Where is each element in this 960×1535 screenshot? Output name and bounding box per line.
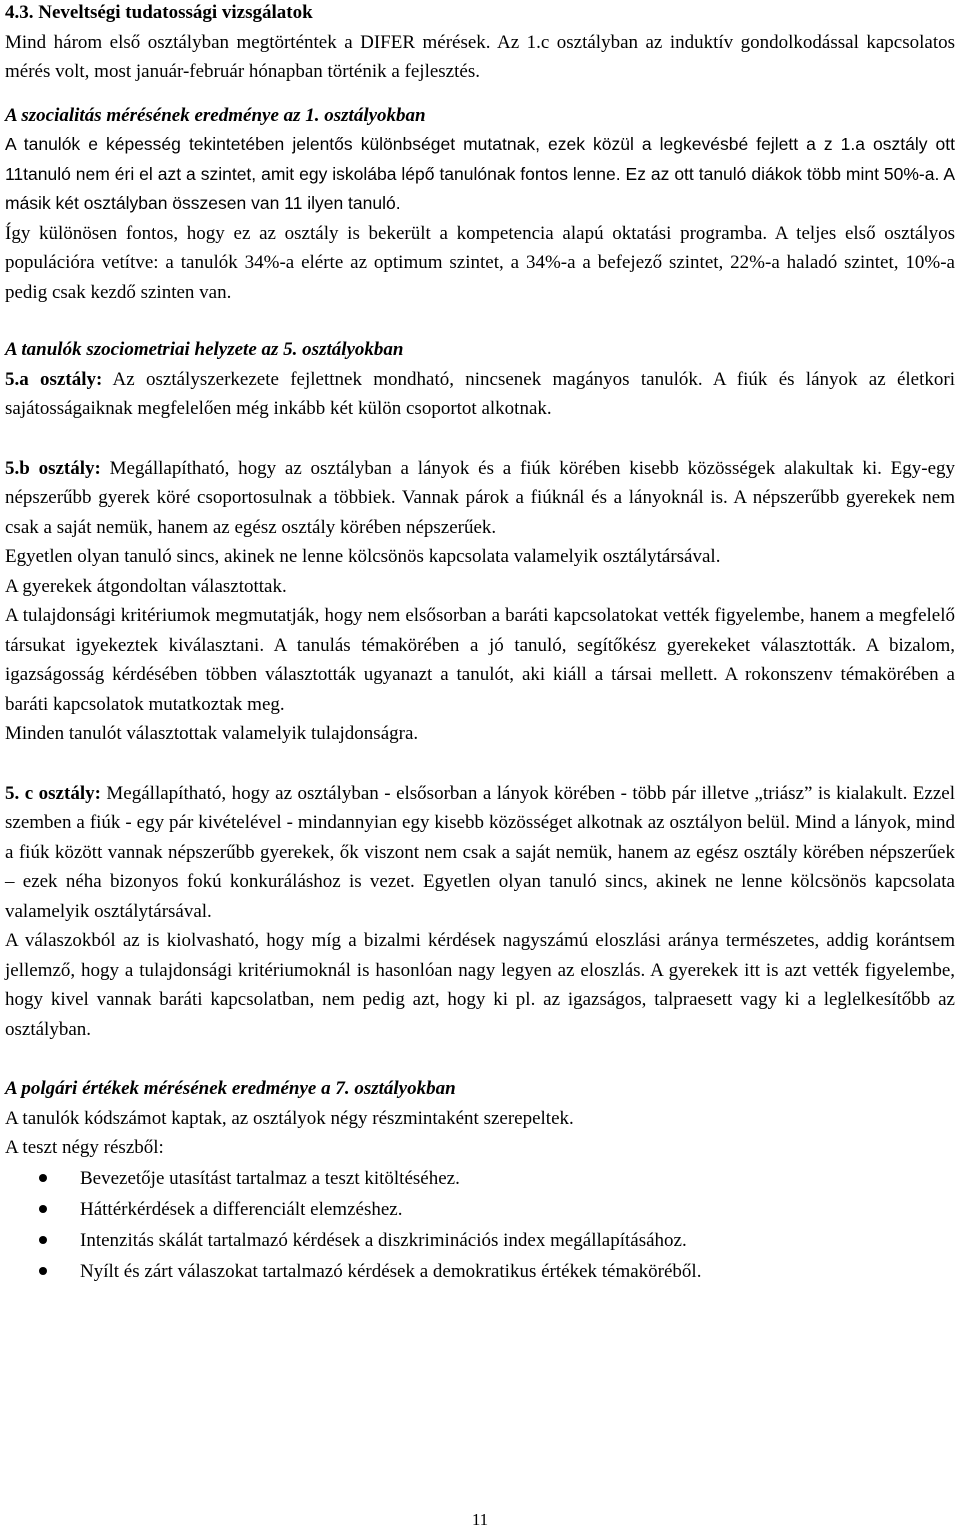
socializacio-heading: A szocialitás mérésének eredménye az 1. osztályokban — [5, 104, 426, 126]
spacer — [5, 87, 955, 101]
bullet-icon — [39, 1267, 47, 1275]
class-5b-paragraph — [5, 454, 955, 543]
bullet-icon — [39, 1174, 47, 1182]
polgari-heading: A polgári értékek mérésének eredménye a 7. osztályokban — [5, 1078, 456, 1099]
list-item — [5, 1225, 955, 1256]
list-item-text: Bevezetője utasítást tartalmaz a teszt kitöltéséhez. — [80, 1167, 460, 1189]
spacer — [5, 749, 955, 779]
class-5b-text: Megállapítható, hogy az osztályban a lányok és a fiúk körében kisebb közösségek alakultak ki. Egy-egy népszerűbb gyerek köré csoportosulnak a többiek. Vannak párok a fiúknál és a lányoknál is. A népszerűbb gyerekek nem csak a saját nemük, hanem az egész osztály körében népszerűek. — [5, 457, 955, 538]
class-5c-text: Megállapítható, hogy az osztályban - elsősorban a lányok körében - több pár illetve „triász” is kialakult. Ezzel szemben a fiúk - egy pár kivételével - mindannyian egy kisebb közösséget alkotnak az osztályon belül. Mind a lányok, mind a fiúk között vannak népszerűbb gyerekek, ők viszont nem csak a saját nemük, hanem az egész osztály körében népszerűek – ezek néha bizonyos fokú konkuráláshoz is vezet. Egyetlen olyan tanuló sincs, akinek ne lenne kölcsönös kapcsolata valamelyik osztálytársával. — [5, 782, 955, 922]
list-item — [5, 1163, 955, 1194]
document-page — [5, 0, 955, 1287]
class-5c-paragraph — [5, 779, 955, 927]
spacer — [5, 1044, 955, 1074]
list-item-text: Nyílt és zárt válaszokat tartalmazó kérdések a demokratikus értékek témaköréből. — [80, 1260, 702, 1282]
bullet-icon — [39, 1205, 47, 1213]
bullet-icon — [39, 1236, 47, 1244]
list-item — [5, 1256, 955, 1287]
socializacio-paragraph-sans: A tanulók e képesség tekintetében jelentős különbséget mutatnak, ezek közül a legkevésbé fejlett a z 1.a osztály ott 11tanuló nem éri el azt a szintet, amit egy iskolába lépő tanulónak fontos lenne. Ez az ott tanuló diákok több mint 50%-a. A másik két osztályban összesen van 11 ilyen tanuló. — [5, 134, 955, 213]
socializacio-paragraph-serif: Így különösen fontos, hogy ez az osztály is bekerült a kompetencia alapú oktatási programba. A teljes első osztályos populációra vetítve: a tanulók 34%-a elérte az optimum szintet, a 34%-a a befejező szintet, 22%-a haladó szintet, 10%-a pedig csak kezdő szinten van. — [5, 222, 955, 303]
class-5b-paragraph-5: Minden tanulót választottak valamelyik tulajdonságra. — [5, 723, 419, 744]
class-5c-paragraph-2: A válaszokból az is kiolvasható, hogy míg a bizalmi kérdések nagyszámú eloszlási aránya természetes, addig korántsem jellemző, hogy a tulajdonsági kritériumoknál is hasonlóan nagy legyen az eloszlás. A gyerekek itt is azt vették figyelembe, hogy kivel vannak baráti kapcsolatban, nem pedig azt, hogy ki pl. az igazságos, talpraesett vagy ki a leglelkesítőbb az osztályban. — [5, 930, 955, 1040]
class-5b-label: 5.b osztály: — [5, 457, 101, 479]
class-5a-paragraph — [5, 365, 955, 424]
polgari-paragraph-1: A tanulók kódszámot kaptak, az osztályok négy részmintaként szerepeltek. — [5, 1107, 574, 1129]
list-item — [5, 1194, 955, 1225]
szociometria-heading: A tanulók szociometriai helyzete az 5. osztályokban — [5, 339, 404, 360]
class-5a-label: 5.a osztály: — [5, 368, 103, 390]
class-5b-paragraph-2: Egyetlen olyan tanuló sincs, akinek ne lenne kölcsönös kapcsolata valamelyik osztálytársával. — [5, 546, 721, 567]
polgari-paragraph-2: A teszt négy részből: — [5, 1137, 164, 1158]
class-5b-paragraph-4: A tulajdonsági kritériumok megmutatják, hogy nem elsősorban a baráti kapcsolatokat vették figyelembe, hanem a megfelelő társukat igyekeztek kiválasztani. A tanulás témakörében a jó tanuló, segítőkész gyerekeket választották. A bizalom, igazságosság kérdésében többen választották ugyanazt a tanulót, aki kiáll a társai mellett. A rokonszenv témakörében a baráti kapcsolatok mutatkoztak meg. — [5, 605, 955, 715]
class-5b-paragraph-3: A gyerekek átgondoltan választottak. — [5, 575, 287, 597]
section-intro: Mind három első osztályban megtörténtek a DIFER mérések. Az 1.c osztályban az induktív gondolkodással kapcsolatos mérés volt, most január-február hónapban történik a fejlesztés. — [5, 31, 955, 82]
class-5c-label: 5. c osztály: — [5, 782, 101, 804]
class-5a-text: Az osztályszerkezete fejlettnek mondható, nincsenek magányos tanulók. A fiúk és lányok az életkori sajátosságaiknak megfelelően még inkább két külön csoportot alkotnak. — [5, 368, 955, 419]
list-item-text: Intenzitás skálát tartalmazó kérdések a diszkriminációs index megállapításához. — [80, 1229, 687, 1251]
spacer — [5, 307, 955, 335]
page-number: 11 — [471, 1510, 489, 1529]
section-title: 4.3. Neveltségi tudatossági vizsgálatok — [5, 2, 313, 23]
list-item-text: Háttérkérdések a differenciált elemzéshez. — [80, 1198, 403, 1220]
spacer — [5, 424, 955, 454]
polgari-bullet-list — [5, 1163, 955, 1287]
